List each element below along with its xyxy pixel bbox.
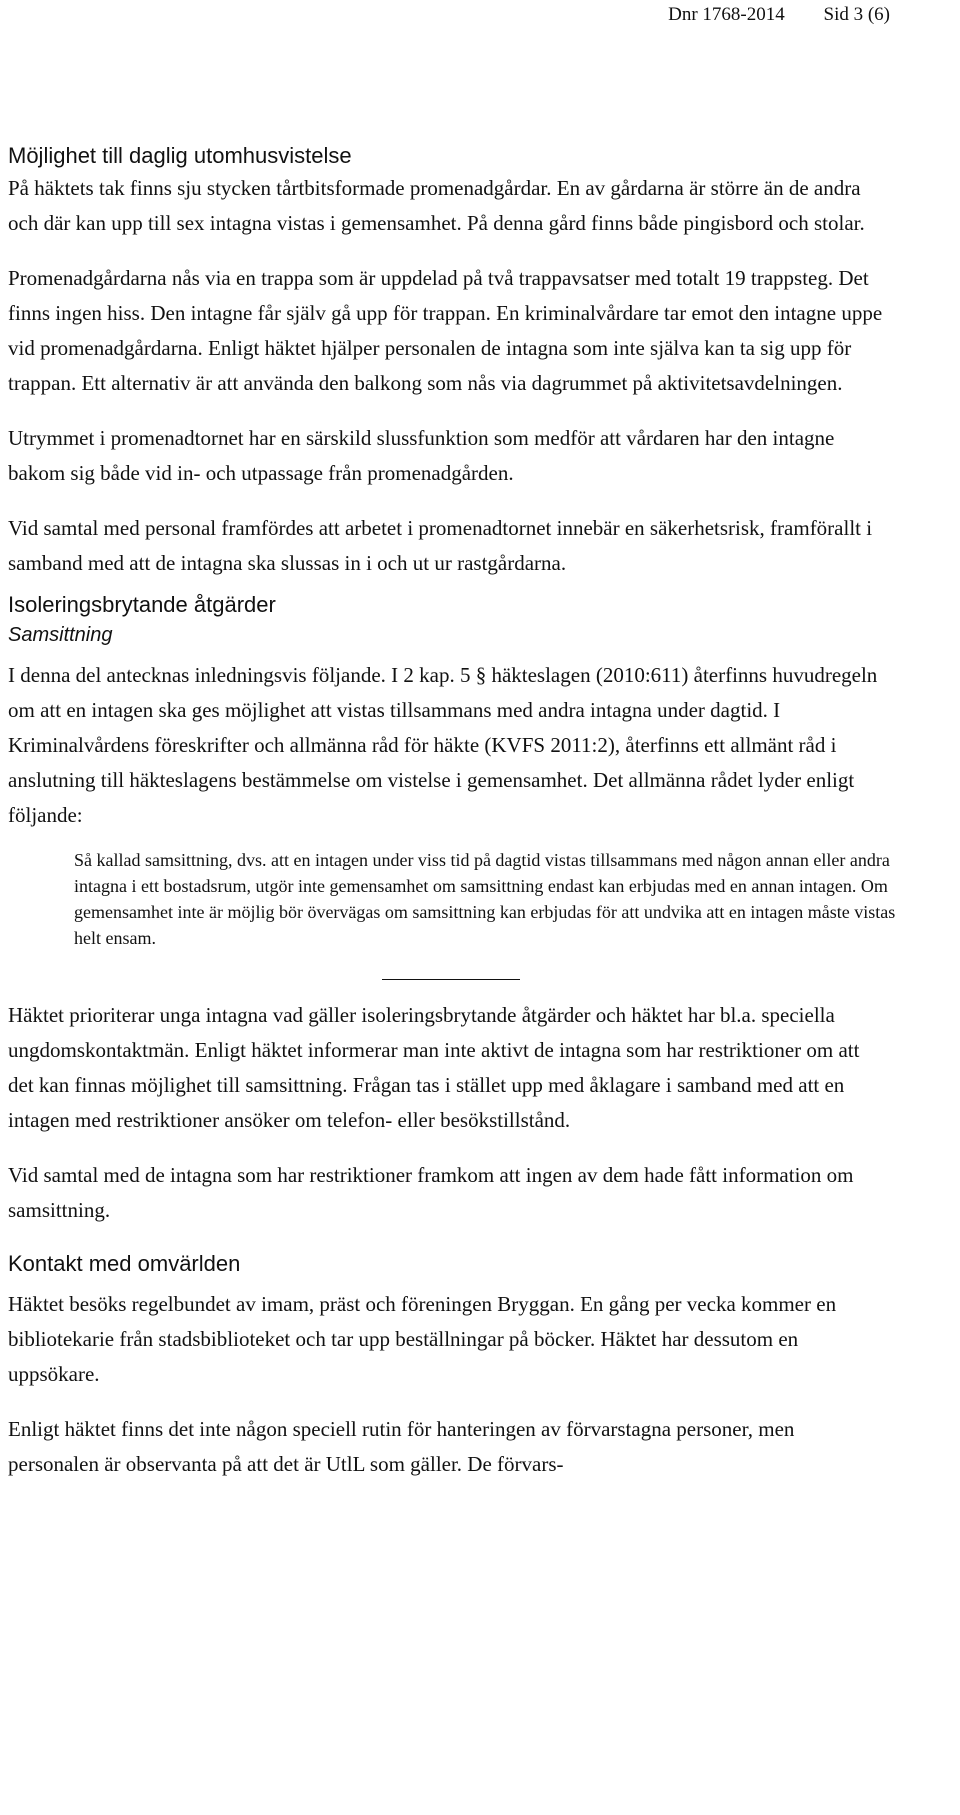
page-header [668,0,890,30]
subheading-samsittning: Samsittning [8,624,113,646]
page-number: Sid 3 (6) [823,4,890,25]
paragraph: I denna del antecknas inledningsvis följande. I 2 kap. 5 § häkteslagen (2010:611) återfinns huvudregeln om att en intagen ska ges möjlighet att vistas tillsammans med andra intagna under dagtid. I Kriminalvårdens föreskrifter och allmänna råd för häkte (KVFS 2011:2), återfinns ett allmänt råd i anslutning till häkteslagens bestämmelse om vistelse i gemensamhet. Det allmänna rådet lyder enligt följande: [8,663,878,827]
separator-rule [382,979,520,980]
paragraph: Enligt häktet finns det inte någon speciell rutin för hanteringen av förvarstagna personer, men personalen är observanta på att det är UtlL som gäller. De förvars- [8,1417,795,1476]
paragraph: På häktets tak finns sju stycken tårtbitsformade promenadgårdar. En av gårdarna är större än de andra och där kan upp till sex intagna vistas i gemensamhet. På denna gård finns både pingisbord och stolar. [8,176,865,235]
paragraph: Vid samtal med de intagna som har restriktioner framkom att ingen av dem hade fått information om samsittning. [8,1163,854,1222]
paragraph: Häktet prioriterar unga intagna vad gäller isoleringsbrytande åtgärder och häktet har bl.a. speciella ungdomskontaktmän. Enligt häktet informerar man inte aktivt de intagna som har restriktioner om att det kan finnas möjlighet till samsittning. Frågan tas i stället upp med åklagare i samband med att en intagen med restriktioner ansöker om telefon- eller besökstillstånd. [8,1003,860,1132]
section-heading-kontakt: Kontakt med omvärlden [8,1251,241,1276]
section-heading-utomhus: Möjlighet till daglig utomhusvistelse [8,143,352,168]
paragraph: Utrymmet i promenadtornet har en särskild slussfunktion som medför att vårdaren har den intagne bakom sig både vid in- och utpassage från promenadgården. [8,426,835,485]
section-heading-isolering: Isoleringsbrytande åtgärder [8,592,276,617]
document-number: Dnr 1768-2014 [668,4,785,25]
paragraph: Promenadgårdarna nås via en trappa som är uppdelad på två trappavsatser med totalt 19 trappsteg. Det finns ingen hiss. Den intagne får själv gå upp för trappan. En kriminalvårdare tar emot den intagne uppe vid promenadgårdarna. Enligt häktet hjälper personalen de intagna som inte själva kan ta sig upp för trappan. Ett alternativ är att använda den balkong som nås via dagrummet på aktivitetsavdelningen. [8,266,883,395]
paragraph: Vid samtal med personal framfördes att arbetet i promenadtornet innebär en säkerhetsrisk, framförallt i samband med att de intagna ska slussas in i och ut ur rastgårdarna. [8,516,873,575]
document-body [8,140,896,1482]
paragraph: Häktet besöks regelbundet av imam, präst och föreningen Bryggan. En gång per vecka kommer en bibliotekarie från stadsbiblioteket och tar upp beställningar på böcker. Häktet har dessutom en uppsökare. [8,1292,837,1386]
block-quote: Så kallad samsittning, dvs. att en intagen under viss tid på dagtid vistas tillsammans med någon annan eller andra intagna i ett bostadsrum, utgör inte gemensamhet om samsittning endast kan erbjudas med en annan intagen. Om gemensamhet inte är möjlig bör övervägas om samsittning kan erbjudas för att undvika att en intagen måste vistas helt ensam. [74,850,896,948]
